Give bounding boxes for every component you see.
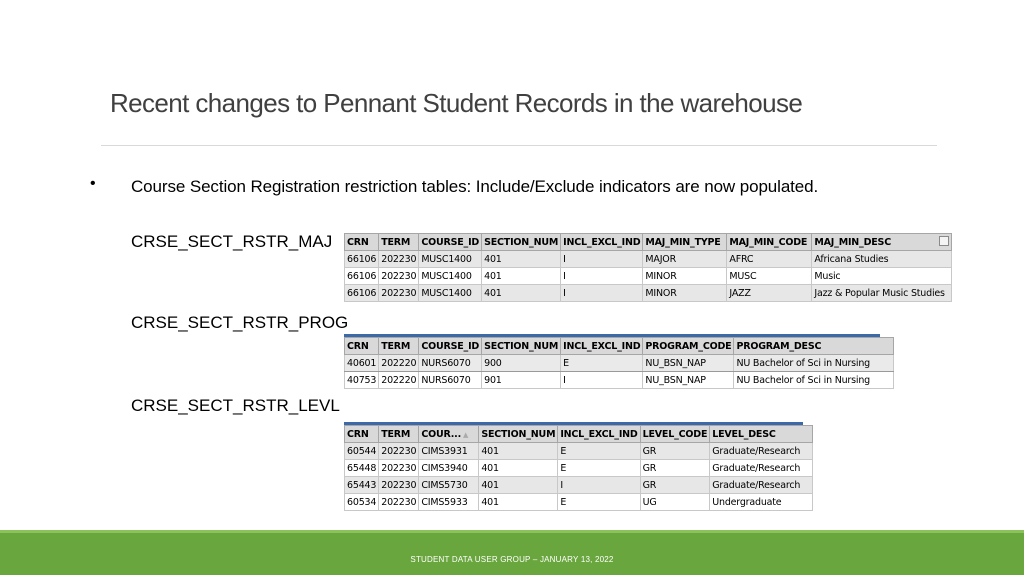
column-header[interactable]: MAJ_MIN_DESC <box>812 234 952 251</box>
column-header[interactable]: COURSE_ID <box>419 234 482 251</box>
table-cell: 202230 <box>379 443 419 460</box>
table-cell: UG <box>640 494 710 511</box>
title-divider <box>101 145 937 146</box>
table-row[interactable] <box>345 494 813 511</box>
table-cell: Graduate/Research <box>710 443 813 460</box>
table-cell: NURS6070 <box>419 372 482 389</box>
table-cell: 66106 <box>345 251 379 268</box>
table-cell: 65443 <box>345 477 379 494</box>
table-cell: Graduate/Research <box>710 460 813 477</box>
column-header[interactable]: COUR... ▲ <box>419 426 479 443</box>
table-prog <box>344 334 894 389</box>
table-cell: AFRC <box>727 251 812 268</box>
table-levl <box>344 422 813 511</box>
table-cell: MUSC1400 <box>419 285 482 302</box>
table-cell: GR <box>640 477 710 494</box>
table-cell: 66106 <box>345 285 379 302</box>
table-cell: E <box>558 494 640 511</box>
table-cell: 60534 <box>345 494 379 511</box>
table-row[interactable] <box>345 477 813 494</box>
table-header-row <box>345 426 813 443</box>
table-cell: 401 <box>482 251 561 268</box>
table-cell: 202230 <box>379 251 419 268</box>
column-header[interactable]: SECTION_NUM <box>479 426 558 443</box>
table-cell: 401 <box>482 285 561 302</box>
table-cell: I <box>561 251 643 268</box>
table-cell: NU_BSN_NAP <box>643 372 734 389</box>
data-grid-prog <box>344 337 894 389</box>
column-header[interactable]: PROGRAM_DESC <box>734 338 894 355</box>
column-header[interactable]: LEVEL_CODE <box>640 426 710 443</box>
table-cell: JAZZ <box>727 285 812 302</box>
table-header-row <box>345 338 894 355</box>
table-cell: CIMS3931 <box>419 443 479 460</box>
table-cell: E <box>561 355 643 372</box>
table-row[interactable] <box>345 460 813 477</box>
table-cell: 66106 <box>345 268 379 285</box>
table-cell: NU Bachelor of Sci in Nursing <box>734 372 894 389</box>
table-cell: 401 <box>479 477 558 494</box>
slide-title: Recent changes to Pennant Student Records in the warehouse <box>110 88 803 118</box>
column-header[interactable]: CRN <box>345 426 379 443</box>
table-cell: Undergraduate <box>710 494 813 511</box>
column-header[interactable]: CRN <box>345 338 379 355</box>
table-cell: I <box>558 477 640 494</box>
table-cell: 202230 <box>379 460 419 477</box>
table-label-levl: CRSE_SECT_RSTR_LEVL <box>131 396 340 415</box>
column-header[interactable]: CRN <box>345 234 379 251</box>
footer-text: STUDENT DATA USER GROUP – JANUARY 13, 2022 <box>410 555 614 564</box>
table-cell: I <box>561 372 643 389</box>
table-cell: 202230 <box>379 268 419 285</box>
table-cell: 401 <box>479 494 558 511</box>
table-row[interactable] <box>345 285 952 302</box>
table-row[interactable] <box>345 443 813 460</box>
table-cell: Jazz & Popular Music Studies <box>812 285 952 302</box>
table-cell: 900 <box>482 355 561 372</box>
column-header[interactable]: SECTION_NUM <box>482 234 561 251</box>
table-cell: MUSC <box>727 268 812 285</box>
table-cell: 401 <box>482 268 561 285</box>
table-cell: Graduate/Research <box>710 477 813 494</box>
table-cell: NU_BSN_NAP <box>643 355 734 372</box>
data-grid-maj <box>344 233 952 302</box>
table-cell: Music <box>812 268 952 285</box>
table-cell: 60544 <box>345 443 379 460</box>
column-header[interactable]: MAJ_MIN_TYPE <box>643 234 727 251</box>
column-header[interactable]: MAJ_MIN_CODE <box>727 234 812 251</box>
sort-arrow-icon[interactable]: ▲ <box>463 430 469 439</box>
table-cell: Africana Studies <box>812 251 952 268</box>
table-cell: MINOR <box>643 268 727 285</box>
table-cell: NU Bachelor of Sci in Nursing <box>734 355 894 372</box>
table-cell: 901 <box>482 372 561 389</box>
column-header[interactable]: TERM <box>379 338 419 355</box>
table-label-prog: CRSE_SECT_RSTR_PROG <box>131 313 349 332</box>
column-header[interactable]: COURSE_ID <box>419 338 482 355</box>
column-header[interactable]: TERM <box>379 426 419 443</box>
table-cell: CIMS3940 <box>419 460 479 477</box>
footer-bar <box>0 530 1024 575</box>
table-header-row <box>345 234 952 251</box>
table-cell: 401 <box>479 443 558 460</box>
table-row[interactable] <box>345 355 894 372</box>
column-header[interactable]: INCL_EXCL_IND <box>561 234 643 251</box>
table-cell: MINOR <box>643 285 727 302</box>
table-cell: NURS6070 <box>419 355 482 372</box>
table-cell: 202230 <box>379 285 419 302</box>
bullet-text: Course Section Registration restriction tables: Include/Exclude indicators are now populated. <box>131 177 819 196</box>
column-header[interactable]: SECTION_NUM <box>482 338 561 355</box>
table-row[interactable] <box>345 268 952 285</box>
table-cell: I <box>561 268 643 285</box>
table-cell: CIMS5730 <box>419 477 479 494</box>
table-row[interactable] <box>345 251 952 268</box>
bullet-dot: • <box>90 175 96 192</box>
table-cell: CIMS5933 <box>419 494 479 511</box>
table-cell: I <box>561 285 643 302</box>
column-header[interactable]: INCL_EXCL_IND <box>558 426 640 443</box>
column-header[interactable]: TERM <box>379 234 419 251</box>
table-cell: 40753 <box>345 372 379 389</box>
grid-corner-icon[interactable] <box>939 236 949 246</box>
table-cell: E <box>558 443 640 460</box>
table-cell: 202220 <box>379 372 419 389</box>
table-cell: 65448 <box>345 460 379 477</box>
data-grid-levl <box>344 425 813 511</box>
table-cell: 202220 <box>379 355 419 372</box>
table-cell: 202230 <box>379 477 419 494</box>
table-label-maj: CRSE_SECT_RSTR_MAJ <box>131 232 333 251</box>
table-cell: GR <box>640 443 710 460</box>
table-cell: MUSC1400 <box>419 268 482 285</box>
table-cell: E <box>558 460 640 477</box>
table-cell: 40601 <box>345 355 379 372</box>
column-header[interactable]: PROGRAM_CODE <box>643 338 734 355</box>
table-cell: MUSC1400 <box>419 251 482 268</box>
column-header[interactable]: INCL_EXCL_IND <box>561 338 643 355</box>
table-row[interactable] <box>345 372 894 389</box>
table-cell: 202230 <box>379 494 419 511</box>
column-header[interactable]: LEVEL_DESC <box>710 426 813 443</box>
table-maj <box>344 233 952 302</box>
table-cell: 401 <box>479 460 558 477</box>
table-cell: GR <box>640 460 710 477</box>
table-cell: MAJOR <box>643 251 727 268</box>
